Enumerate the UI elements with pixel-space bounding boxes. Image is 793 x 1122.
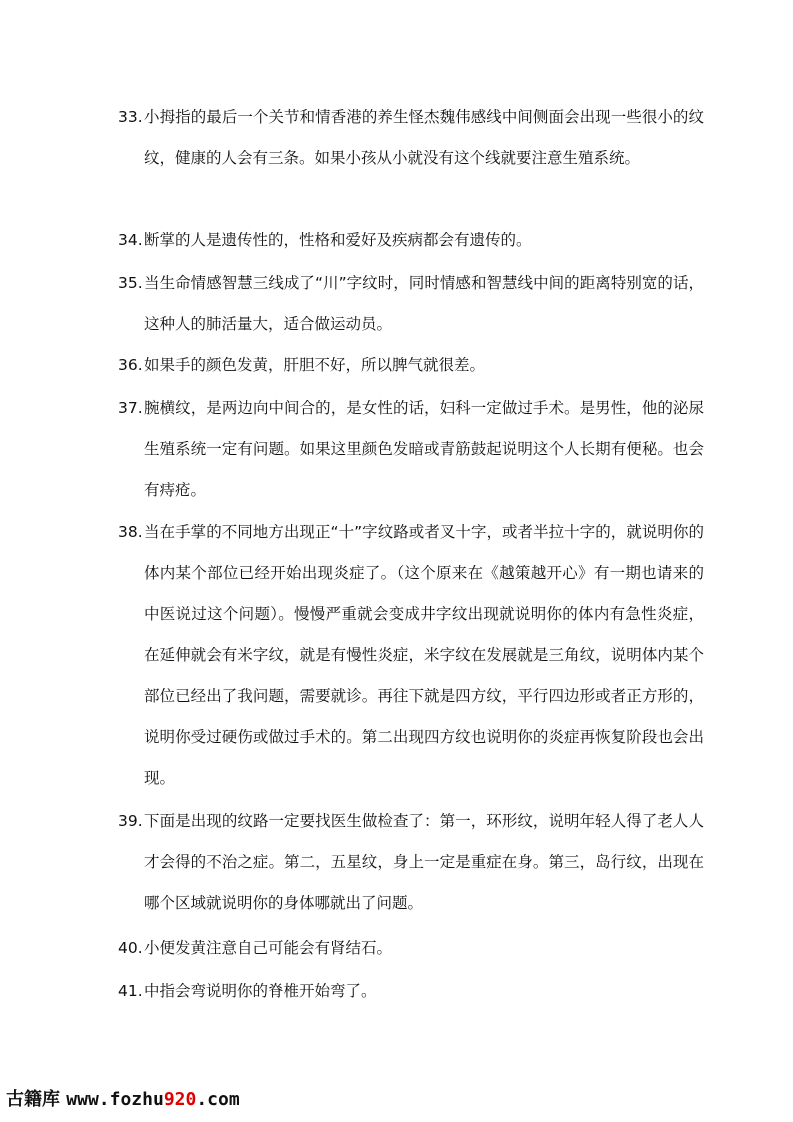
item-text: 下面是出现的纹路一定要找医生做检查了：第一，环形纹，说明年轻人得了老人人才会得的不治之症。第二，五星纹，身上一定是重症在身。第三，岛行纹，出现在哪个区域就说明你的身体哪就出了问题。 bbox=[144, 812, 704, 912]
item-number: 36. bbox=[118, 356, 143, 374]
footer-watermark bbox=[6, 1087, 240, 1113]
item-text: 断掌的人是遗传性的，性格和爱好及疾病都会有遗传的。 bbox=[144, 231, 532, 249]
list-item-38 bbox=[118, 512, 704, 799]
item-text: 小拇指的最后一个关节和情香港的养生怪杰魏伟感线中间侧面会出现一些很小的纹纹，健康的人会有三条。如果小孩从小就没有这个线就要注意生殖系统。 bbox=[144, 108, 704, 167]
footer-site-prefix: www.fozhu bbox=[66, 1089, 164, 1110]
footer-brand: 古籍库 bbox=[6, 1089, 60, 1110]
item-number: 35. bbox=[118, 274, 143, 292]
list-item-37 bbox=[118, 388, 704, 511]
item-text: 当生命情感智慧三线成了“川”字纹时，同时情感和智慧线中间的距离特别宽的话，这种人的肺活量大，适合做运动员。 bbox=[144, 274, 704, 333]
item-number: 38. bbox=[118, 523, 143, 541]
item-text: 如果手的颜色发黄，肝胆不好，所以脾气就很差。 bbox=[144, 356, 486, 374]
list-item-34 bbox=[118, 220, 704, 261]
footer-site-suffix: .com bbox=[196, 1089, 240, 1110]
item-number: 41. bbox=[118, 982, 143, 1000]
list-item-41 bbox=[118, 971, 704, 1012]
list-item-36 bbox=[118, 345, 704, 386]
item-number: 33. bbox=[118, 108, 143, 126]
item-text: 当在手掌的不同地方出现正“十”字纹路或者叉十字，或者半拉十字的，就说明你的体内某个部位已经开始出现炎症了。（这个原来在《越策越开心》有一期也请来的中医说过这个问题）。慢慢严重就会变成井字纹出现就说明你的体内有急性炎症，在延伸就会有米字纹，就是有慢性炎症，米字纹在发展就是三角纹，说明体内某个部位已经出了我问题，需要就诊。再往下就是四方纹，平行四边形或者正方形的，说明你受过硬伤或做过手术的。第二出现四方纹也说明你的炎症再恢复阶段也会出现。 bbox=[144, 523, 704, 787]
list-item-40 bbox=[118, 928, 704, 969]
item-text: 中指会弯说明你的脊椎开始弯了。 bbox=[144, 982, 377, 1000]
item-number: 34. bbox=[118, 231, 143, 249]
list-item-35 bbox=[118, 263, 704, 345]
list-item-39 bbox=[118, 801, 704, 924]
item-number: 37. bbox=[118, 399, 143, 417]
item-number: 39. bbox=[118, 812, 143, 830]
footer-site-number: 920 bbox=[163, 1089, 197, 1110]
item-number: 40. bbox=[118, 939, 143, 957]
list-item-33 bbox=[118, 97, 704, 179]
item-text: 腕横纹，是两边向中间合的，是女性的话，妇科一定做过手术。是男性，他的泌尿生殖系统一定有问题。如果这里颜色发暗或青筋鼓起说明这个人长期有便秘。也会有痔疮。 bbox=[144, 399, 704, 499]
item-text: 小便发黄注意自己可能会有肾结石。 bbox=[144, 939, 393, 957]
